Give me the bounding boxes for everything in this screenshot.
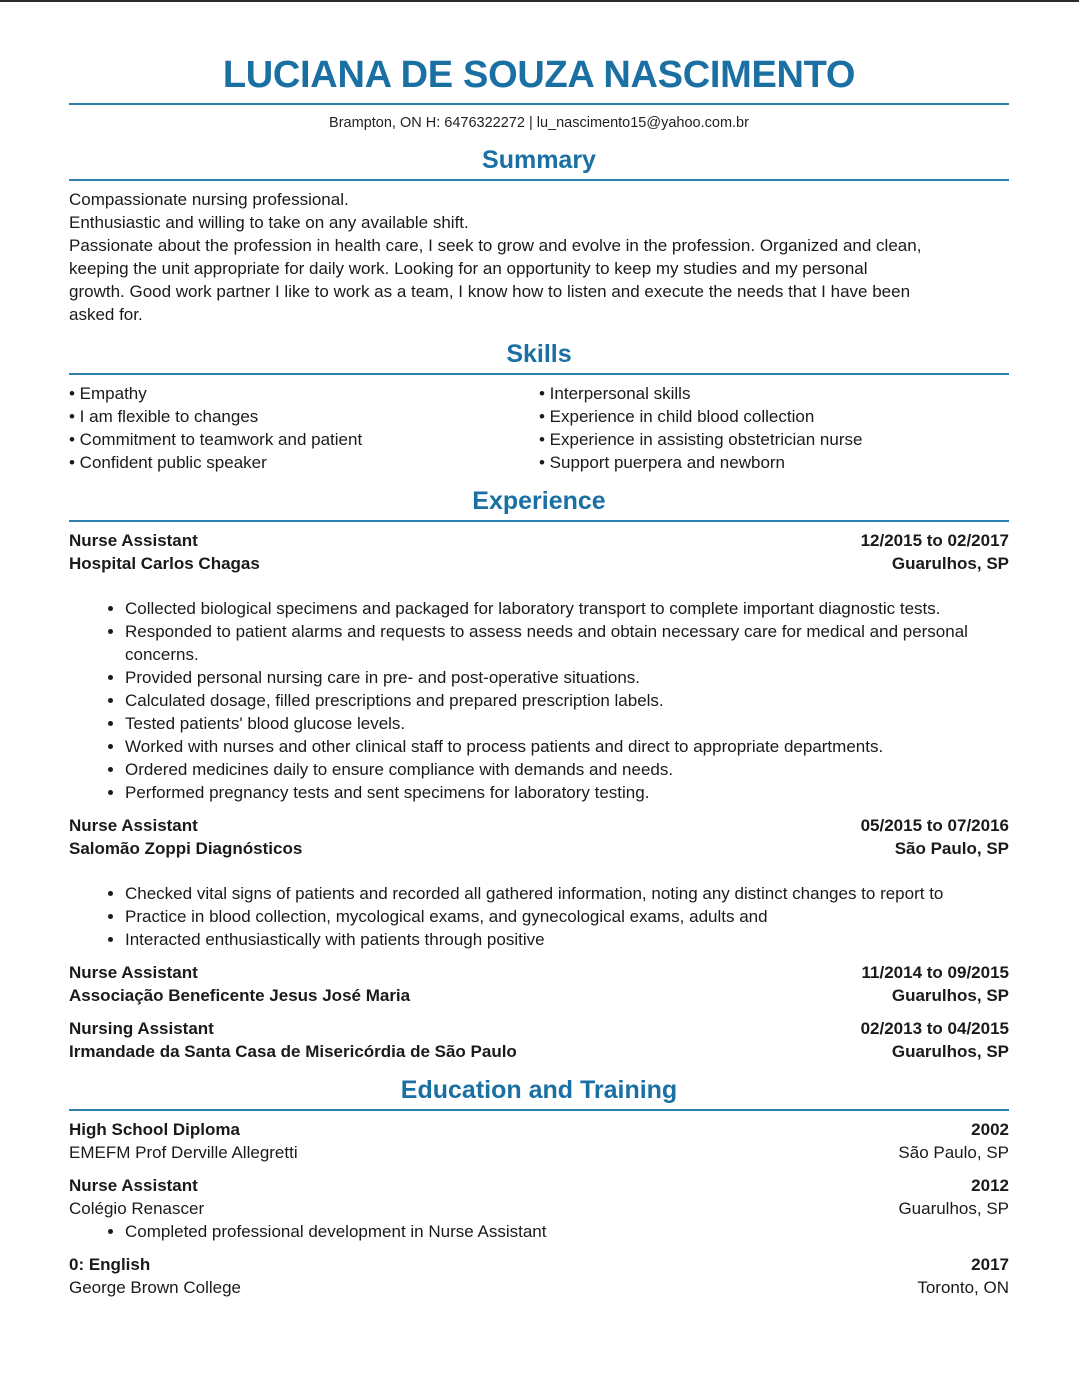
- duty-item: • Worked with nurses and other clinical staff to process patients and direct to appropriate departments.: [125, 735, 1009, 758]
- duty-item: • Provided personal nursing care in pre- and post-operative situations.: [125, 666, 1009, 689]
- candidate-name: [69, 54, 1009, 96]
- education-location: São Paulo, SP: [898, 1143, 1009, 1162]
- education-note: • Completed professional development in Nurse Assistant: [125, 1220, 1009, 1243]
- duty-item: • Practice in blood collection, mycological exams, and gynecological exams, adults and: [125, 905, 1009, 928]
- resume-page: [69, 54, 1009, 1299]
- education-entry: [69, 1253, 1009, 1299]
- skills-section: [69, 340, 1009, 474]
- skills-left-column: [69, 382, 539, 474]
- job-dates: 11/2014 to 09/2015: [861, 963, 1009, 982]
- skill-item: • Confident public speaker: [69, 453, 267, 472]
- summary-section: [69, 146, 1009, 326]
- job-location: Guarulhos, SP: [891, 554, 1009, 573]
- summary-line: Compassionate nursing professional.: [69, 190, 349, 209]
- education-year: 2002: [971, 1120, 1009, 1139]
- education-school: Colégio Renascer: [69, 1199, 205, 1218]
- job-entry: [69, 814, 1009, 951]
- summary-line: asked for.: [69, 305, 143, 324]
- skills-title: Skills: [506, 340, 572, 368]
- education-degree: Nurse Assistant: [69, 1176, 198, 1195]
- job-employer: Salomão Zoppi Diagnósticos: [69, 839, 303, 858]
- skill-item: • Experience in assisting obstetrician nurse: [539, 430, 863, 449]
- education-school: George Brown College: [69, 1278, 241, 1297]
- job-header: [69, 814, 1009, 860]
- skill-item: • Support puerpera and newborn: [539, 453, 786, 472]
- name-divider: [69, 103, 1009, 105]
- job-location: Guarulhos, SP: [891, 1042, 1009, 1061]
- duty-item: • Collected biological specimens and packaged for laboratory transport to complete important diagnostic tests.: [125, 597, 1009, 620]
- experience-divider: [69, 520, 1009, 522]
- job-header: [69, 1017, 1009, 1063]
- education-year: 2012: [971, 1176, 1009, 1195]
- job-header: [69, 961, 1009, 1007]
- education-location: Guarulhos, SP: [898, 1199, 1009, 1218]
- contact-info: Brampton, ON H: 6476322272 | lu_nascimento15@yahoo.com.br: [329, 115, 749, 131]
- job-employer: Hospital Carlos Chagas: [69, 554, 260, 573]
- skill-item: • Commitment to teamwork and patient: [69, 430, 363, 449]
- summary-line: keeping the unit appropriate for daily work. Looking for an opportunity to keep my studies and my personal: [69, 259, 868, 278]
- experience-title: Experience: [472, 487, 606, 515]
- education-degree: High School Diploma: [69, 1120, 240, 1139]
- job-duties: [69, 597, 1009, 804]
- job-role: Nurse Assistant: [69, 816, 198, 835]
- summary-line: Enthusiastic and willing to take on any available shift.: [69, 213, 469, 232]
- duty-item: • Performed pregnancy tests and sent specimens for laboratory testing.: [125, 781, 1009, 804]
- duty-item: • Responded to patient alarms and requests to assess needs and obtain necessary care for medical and personal concerns.: [125, 620, 1009, 666]
- education-entry: [69, 1174, 1009, 1243]
- skill-item: • Experience in child blood collection: [539, 407, 815, 426]
- first-name: LUCIANA: [222, 54, 391, 96]
- job-dates: 02/2013 to 04/2015: [860, 1019, 1009, 1038]
- duty-item: • Interacted enthusiastically with patients through positive: [125, 928, 1009, 951]
- job-employer: Irmandade da Santa Casa de Misericórdia de São Paulo: [69, 1042, 517, 1061]
- summary-text: [69, 188, 1009, 326]
- summary-line: growth. Good work partner I like to work as a team, I know how to listen and execute the needs that I have been: [69, 282, 911, 301]
- job-entry: [69, 529, 1009, 804]
- job-location: São Paulo, SP: [894, 839, 1009, 858]
- education-degree: 0: English: [69, 1255, 151, 1274]
- skill-item: • I am flexible to changes: [69, 407, 259, 426]
- duty-item: • Checked vital signs of patients and recorded all gathered information, noting any distinct changes to report to: [125, 882, 1009, 905]
- summary-line: Passionate about the profession in health care, I seek to grow and evolve in the profession. Organized and clean,: [69, 236, 922, 255]
- job-role: Nurse Assistant: [69, 531, 198, 550]
- last-name: DE SOUZA NASCIMENTO: [400, 54, 856, 96]
- top-border: [0, 0, 1079, 2]
- job-location: Guarulhos, SP: [891, 986, 1009, 1005]
- education-location: Toronto, ON: [917, 1278, 1009, 1297]
- duty-item: • Tested patients' blood glucose levels.: [125, 712, 1009, 735]
- experience-section: [69, 487, 1009, 1063]
- job-duties: [69, 882, 1009, 951]
- job-dates: 12/2015 to 02/2017: [860, 531, 1009, 550]
- education-year: 2017: [971, 1255, 1009, 1274]
- skill-item: • Interpersonal skills: [539, 384, 691, 403]
- education-divider: [69, 1109, 1009, 1111]
- skills-right-column: [539, 382, 1009, 474]
- job-header: [69, 529, 1009, 575]
- job-entry: [69, 1017, 1009, 1063]
- duty-item: • Calculated dosage, filled prescriptions and prepared prescription labels.: [125, 689, 1009, 712]
- skill-item: • Empathy: [69, 384, 147, 403]
- job-role: Nurse Assistant: [69, 963, 198, 982]
- duty-item: • Ordered medicines daily to ensure compliance with demands and needs.: [125, 758, 1009, 781]
- job-entry: [69, 961, 1009, 1007]
- education-school: EMEFM Prof Derville Allegretti: [69, 1143, 298, 1162]
- skills-columns: [69, 382, 1009, 474]
- education-entry: [69, 1118, 1009, 1164]
- summary-title: Summary: [482, 146, 596, 174]
- job-dates: 05/2015 to 07/2016: [860, 816, 1009, 835]
- education-section: [69, 1076, 1009, 1299]
- job-employer: Associação Beneficente Jesus José Maria: [69, 986, 411, 1005]
- education-notes: [69, 1220, 1009, 1243]
- skills-divider: [69, 373, 1009, 375]
- job-role: Nursing Assistant: [69, 1019, 214, 1038]
- summary-divider: [69, 179, 1009, 181]
- education-title: Education and Training: [400, 1076, 678, 1104]
